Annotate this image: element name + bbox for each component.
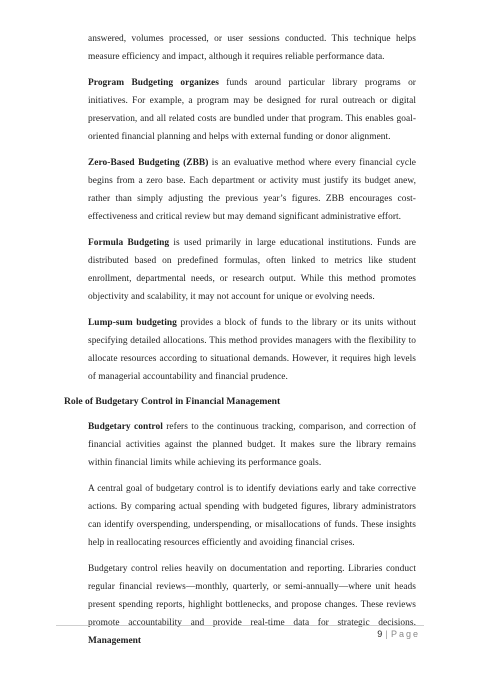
paragraph-zero-based-budgeting — [88, 154, 416, 226]
footer-separator: | — [385, 629, 388, 639]
term-formula-budgeting: Formula Budgeting — [88, 238, 170, 248]
paragraph-performance-continuation — [88, 30, 416, 66]
paragraph-formula-budgeting — [88, 234, 416, 306]
page-label: Page — [390, 629, 420, 639]
term-program-budgeting: Program Budgeting organizes — [88, 78, 219, 88]
paragraph-text: answered, volumes processed, or user sessions conducted. This technique helps measure efficiency and impact, although it requires reliable performance data. — [88, 34, 416, 62]
paragraph-text: is an evaluative method where every financial cycle begins from a zero base. Each department or activity must justify its budget anew, rather than simply adjusting the previous year’s figures. ZBB encourages cost-effectiveness and critical review but may demand significant administrative effort. — [88, 158, 416, 222]
paragraph-program-budgeting — [88, 74, 416, 146]
paragraph-documentation — [88, 560, 416, 650]
paragraph-text: provides a block of funds to the library or its units without specifying detailed allocations. This method provides managers with the flexibility to allocate resources according to situational demands. However, it requires high levels of managerial accountability and financial prudence. — [88, 318, 416, 382]
page-number: 9 — [377, 629, 383, 639]
paragraph-deviations — [88, 480, 416, 552]
paragraph-lump-sum-budgeting — [88, 314, 416, 386]
paragraph-budgetary-control — [88, 418, 416, 472]
paragraph-text: A central goal of budgetary control is to identify deviations early and take corrective actions. By comparing actual spending with budgeted figures, library administrators can identify overspending, underspending, or misallocations of funds. These insights help in reallocating resources efficiently and avoiding financial crises. — [88, 484, 416, 548]
page-body — [64, 30, 416, 658]
paragraph-text: refers to the continuous tracking, comparison, and correction of financial activities against the planned budget. It makes sure the library remains within financial limits while achieving its performance goals. — [88, 422, 416, 468]
term-lump-sum-budgeting: Lump-sum budgeting — [88, 318, 177, 328]
page-footer — [377, 629, 420, 639]
term-management: Management — [88, 636, 142, 646]
footer-divider — [56, 625, 424, 626]
term-budgetary-control: Budgetary control — [88, 422, 163, 432]
paragraph-text: funds around particular library programs or initiatives. For example, a program may be designed for rural outreach or digital preservation, and all related costs are bundled under that program. This enables goal-oriented financial planning and helps with external funding or donor alignment. — [88, 78, 416, 142]
paragraph-text: is used primarily in large educational institutions. Funds are distributed based on predefined formulas, often linked to metrics like student enrollment, departmental needs, or research output. While this method promotes objectivity and scalability, it may not account for unique or evolving needs. — [88, 238, 416, 302]
term-zero-based-budgeting: Zero-Based Budgeting (ZBB) — [88, 158, 209, 168]
section-heading: Role of Budgetary Control in Financial Management — [64, 396, 281, 407]
paragraph-text: Budgetary control relies heavily on documentation and reporting. Libraries conduct regular financial reviews—monthly, quarterly, or semi-annually—where unit heads present spending reports, highlight bottlenecks, and propose changes. These reviews promote accountability and provide real-time data for strategic decisions. — [88, 564, 416, 628]
